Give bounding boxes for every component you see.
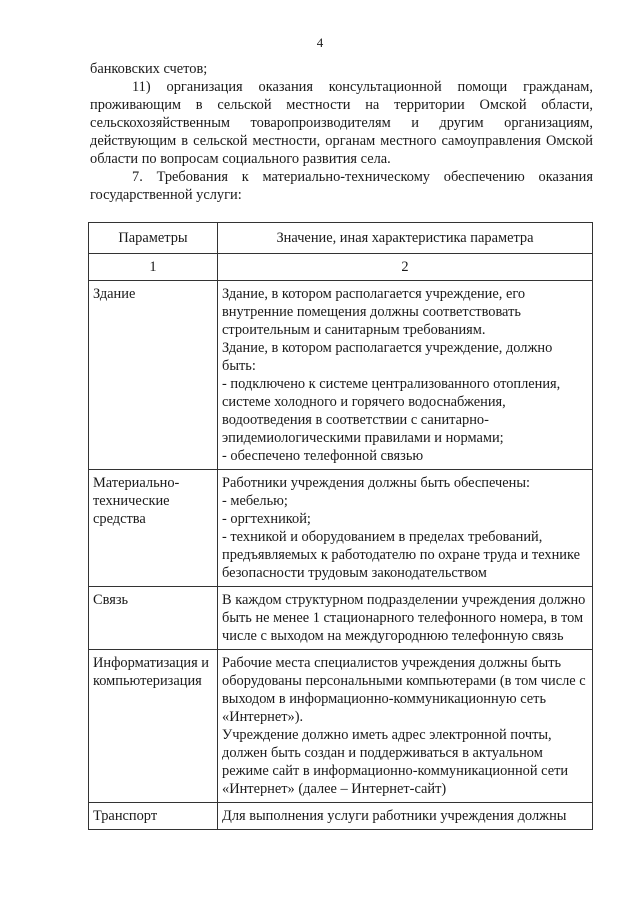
value-cell — [218, 587, 593, 650]
value-line: - подключено к системе централизованного отопления, системе холодного и горячего водоснабжения, водоотведения в соответствии с санитарно-эпидемиологическими правилами и нормами; — [222, 376, 561, 446]
value-line: Учреждение должно иметь адрес электронной почты, должен быть создан и поддерживаться в актуальном режиме сайт в информационно-коммуникационной сети «Интернет» (далее – Интернет-сайт) — [222, 727, 569, 797]
table-row-transport — [89, 803, 593, 830]
table-row-equipment — [89, 470, 593, 587]
value-line: - техникой и оборудованием в пределах требований, предъявляемых к работодателю по охране труда и технике безопасности трудовым законодательством — [222, 529, 581, 581]
value-line: Здание, в котором располагается учреждение, его внутренние помещения должны соответствовать строительным и санитарным требованиям. — [222, 286, 526, 338]
value-cell — [218, 650, 593, 803]
paragraph-section-7: 7. Требования к материально-техническому обеспечению оказания государственной услуги: — [90, 169, 593, 203]
document-body — [90, 60, 593, 204]
paragraph-continuation: банковских счетов; — [90, 61, 208, 77]
value-line: Для выполнения услуги работники учреждения должны — [222, 808, 567, 824]
column-number-row — [89, 254, 593, 281]
param-cell: Здание — [89, 281, 218, 470]
table-row-informatization — [89, 650, 593, 803]
value-line: Здание, в котором располагается учреждение, должно быть: — [222, 340, 553, 374]
value-cell — [218, 803, 593, 830]
param-cell: Связь — [89, 587, 218, 650]
value-line: Работники учреждения должны быть обеспечены: — [222, 475, 531, 491]
header-value: Значение, иная характеристика параметра — [218, 223, 593, 254]
value-cell — [218, 470, 593, 587]
header-parameters: Параметры — [89, 223, 218, 254]
value-line: - оргтехникой; — [222, 511, 311, 527]
value-cell — [218, 281, 593, 470]
table-header-row — [89, 223, 593, 254]
param-cell: Транспорт — [89, 803, 218, 830]
table-row-communication — [89, 587, 593, 650]
value-line: - обеспечено телефонной связью — [222, 448, 424, 464]
table-row-building — [89, 281, 593, 470]
value-line: Рабочие места специалистов учреждения должны быть оборудованы персональными компьютерами (в том числе с выходом в информационно-коммуникационную сеть «Интернет»). — [222, 655, 586, 725]
column-number-2: 2 — [218, 254, 593, 281]
requirements-table — [88, 222, 593, 830]
page-number: 4 — [316, 35, 324, 50]
paragraph-item-11: 11) организация оказания консультационной помощи гражданам, проживающим в сельской местности на территории Омской области, сельскохозяйственным товаропроизводителям и другим организациям, действующим в сельской местности, органам местного самоуправления Омской области по вопросам социального развития села. — [90, 79, 593, 167]
param-cell: Информатизация и компьютеризация — [89, 650, 218, 803]
value-line: В каждом структурном подразделении учреждения должно быть не менее 1 стационарного телефонного номера, в том числе с выходом на междугороднюю телефонную связь — [222, 592, 586, 644]
value-line: - мебелью; — [222, 493, 288, 509]
param-cell: Материально-технические средства — [89, 470, 218, 587]
column-number-1: 1 — [89, 254, 218, 281]
